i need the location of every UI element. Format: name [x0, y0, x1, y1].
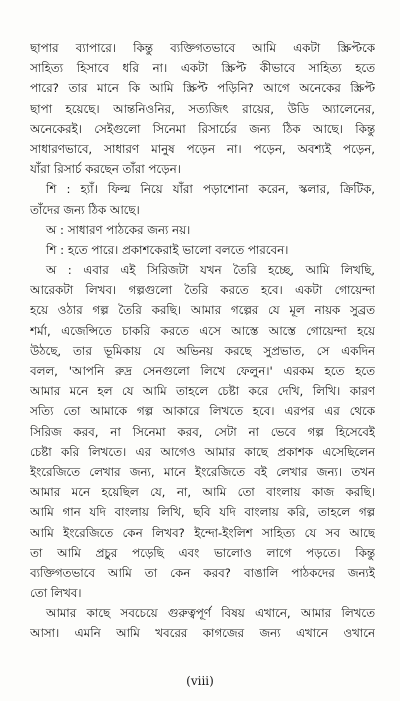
text-line: যাঁরা রিসার্চ করছেন তাঁরা পড়েন।: [30, 162, 181, 177]
page-number: (viii): [186, 674, 214, 688]
text-line: ব্যক্তিগতভাবে আমি তা কেন করব? বাঙালি পাঠকদের জন্যই: [30, 565, 375, 580]
text-line: শি : হতে পারে। প্রকাশকেরাই ভালো বলতে পারবেন।: [46, 242, 289, 257]
text-line: তা আমি প্রচুর পড়েছি এবং ভালোও লাগে পড়তে। কিন্তু: [30, 545, 375, 560]
text-line: শর্মা, এজেন্সিতে চাকরি করতে এসে আস্তে আস্তে গোয়েন্দা হয়ে: [30, 323, 375, 338]
text-line: সত্যি তো আমাকে গল্প আকারে লিখতে হবে। এরপর এর থেকে: [30, 404, 375, 419]
text-line: ছাপার ব্যাপারে। কিন্তু ব্যক্তিগতভাবে আমি একটা স্ক্রিপ্টকে: [30, 41, 375, 55]
text-line: আমার মনে হল যে আমি তাহলে চেষ্টা করে দেখি, লিখি। কারণ: [30, 384, 375, 399]
text-line: চেষ্টা করি লিখতে। এর আগেও আমার কাছে প্রকাশক এসেছিলেন: [30, 444, 375, 459]
text-line: আমি ইংরেজিতে কেন লিখব? ইন্দো-ইংলিশ সাহিত্য যে সব আছে: [30, 525, 375, 540]
text-line: আসা। এমনি আমি খবরের কাগজের জন্য এখানে ওখানে: [30, 626, 375, 641]
text-line: পারে? তার মানে কি আমি স্ক্রিপ্ট পড়িনি? আগে অনেকের স্ক্রিপ্ট: [30, 81, 375, 96]
text-line: আমি গান যদি বাংলায় লিখি, ছবি যদি বাংলায় করি, তাহলে গল্প: [30, 505, 375, 520]
text-line: অনেকেরই। সেইগুলো সিনেমা রিসার্চের জন্য ঠিক আছে। কিন্তু: [30, 121, 375, 136]
body-text: [30, 38, 375, 644]
text-line: ছাপা হয়েছে। আন্তনিওনির, সত্যজিৎ রায়ের, উডি অ্যালেনের,: [30, 101, 375, 116]
text-line: আরেকটা লিখব। গল্পগুলো তৈরি করতে হবে। একটা গোয়েন্দা: [30, 283, 375, 298]
text-line: হয়ে ওঠার গল্প তৈরি করছি। আমার গল্পের যে মূল নায়ক সুব্রত: [30, 303, 375, 318]
text-line: সাহিত্য হিসাবে ধরি না। একটা স্ক্রিপ্ট কীভাবে সাহিত্য হতে: [30, 61, 375, 76]
text-line: বলল, 'আপনি রুদ্র সেনগুলো লিখে ফেলুন।' এরকম হতে হতে: [30, 364, 375, 378]
text-line: সাধারণভাবে, সাধারণ মানুষ পড়েন না। পড়েন, অবশ্যই পড়েন,: [30, 141, 375, 156]
text-line: সিরিজ করব, না সিনেমা করব, সেটা না ভেবে গল্প হিসেবেই: [30, 424, 375, 439]
text-line: ইংরেজিতে লেখার জন্য, মানে ইংরেজিতে বই লেখার জন্য। তখন: [30, 464, 375, 479]
text-line: আমার কাছে সবচেয়ে গুরুত্বপূর্ণ বিষয় এখানে, আমার লিখতে: [46, 606, 375, 621]
text-line: আমার মনে হয়েছিল যে, না, আমি তো বাংলায় কাজ করছি।: [30, 485, 375, 500]
text-line: অ : সাধারণ পাঠকের জন্য নয়।: [46, 222, 191, 237]
text-line: তাঁদের জন্য ঠিক আছে।: [30, 202, 140, 217]
text-line: তো লিখব।: [30, 586, 82, 601]
text-line: উঠছে, তার ভূমিকায় যে অভিনয় করছে সুপ্রভাত, সে একদিন: [30, 343, 375, 358]
text-line: অ : এবার এই সিরিজটা যখন তৈরি হচ্ছে, আমি লিখছি,: [46, 263, 375, 278]
text-line: শি : হ্যাঁ। ফিল্ম নিয়ে যাঁরা পড়াশোনা করেন, স্কলার, ক্রিটিক,: [46, 182, 375, 197]
